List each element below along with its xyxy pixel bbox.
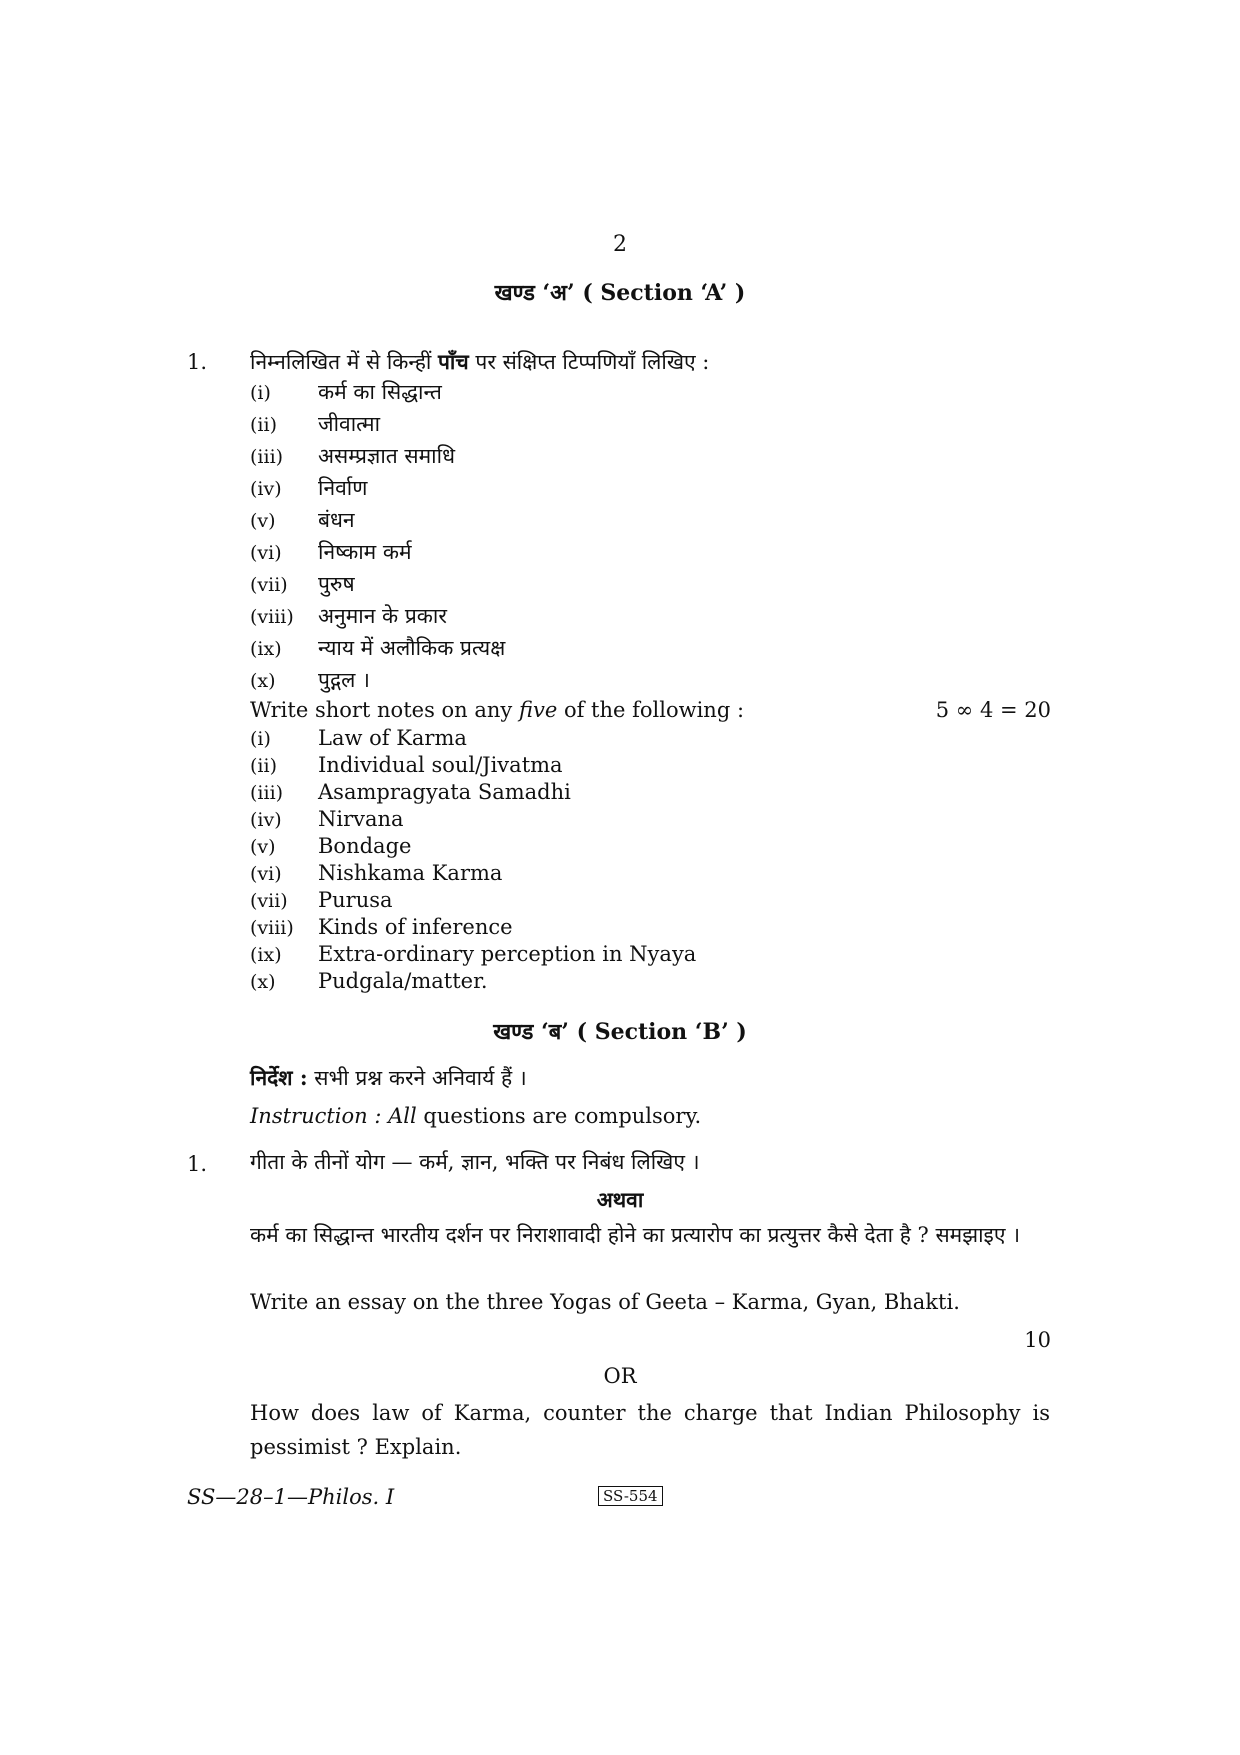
section-a-marks: 5 ∞ 4 = 20 (935, 698, 1051, 722)
section-a-title-hi: खण्ड ‘अ’ (494, 280, 575, 306)
en-item-text: Purusa (318, 888, 393, 912)
hi-item-text: निष्काम कर्म (318, 540, 412, 564)
hi-item-text: पुरुष (318, 572, 355, 596)
hi-item-num: (viii) (250, 606, 294, 628)
question-hi-text: निम्नलिखित में से किन्हीं (250, 350, 432, 374)
en-item-num: (i) (250, 728, 271, 750)
hi-item-num: (x) (250, 670, 276, 692)
en-item-text: Kinds of inference (318, 915, 513, 939)
en-item-num: (vii) (250, 890, 288, 912)
section-b-marks: 10 (1024, 1328, 1051, 1352)
instruction-en (250, 1104, 701, 1128)
en-item-num: (x) (250, 971, 276, 993)
question-en-text: Write short notes on any (250, 698, 513, 722)
instruction-hi-label: निर्देश : (250, 1065, 308, 1090)
hi-item-text: कर्म का सिद्धान्त (318, 380, 442, 404)
instruction-hi-text: सभी प्रश्न करने अनिवार्य हैं । (314, 1066, 527, 1090)
hi-item-text: पुद्गल । (318, 668, 370, 692)
section-b-title-en: ( Section ‘B’ ) (576, 1019, 747, 1045)
en-item-num: (ix) (250, 944, 282, 966)
hi-item-num: (ii) (250, 414, 277, 436)
page-number: 2 (613, 232, 627, 257)
hi-item-text: न्याय में अलौकिक प्रत्यक्ष (318, 636, 506, 660)
en-item-num: (v) (250, 836, 276, 858)
en-item-text: Bondage (318, 834, 412, 858)
en-item-num: (vi) (250, 863, 282, 885)
paper-code-box: SS-554 (598, 1486, 663, 1506)
en-item-num: (ii) (250, 755, 277, 777)
instruction-hi (250, 1064, 527, 1092)
section-b-question-number: 1. (187, 1152, 208, 1176)
section-b-question-en: Write an essay on the three Yogas of Geeta – Karma, Gyan, Bhakti. (250, 1290, 960, 1314)
hi-item-num: (vii) (250, 574, 288, 596)
question-hi-emphasis: पाँच (438, 349, 469, 374)
section-a-title-en: ( Section ‘A’ ) (582, 280, 746, 306)
question-en-emphasis: five (518, 698, 558, 722)
en-item-text: Law of Karma (318, 726, 467, 750)
section-a-heading (0, 277, 1240, 307)
hi-item-num: (iv) (250, 478, 282, 500)
en-item-text: Individual soul/Jivatma (318, 753, 563, 777)
instruction-en-text: questions are compulsory. (423, 1104, 702, 1128)
section-a-question-en (250, 698, 744, 722)
section-b-heading (0, 1016, 1240, 1046)
section-b-title-hi: खण्ड ‘ब’ (493, 1019, 569, 1045)
section-b-alt-question-hi: कर्म का सिद्धान्त भारतीय दर्शन पर निराशावादी होने का प्रत्यारोप का प्रत्युत्तर कैसे देता है ? समझाइए । (250, 1223, 1021, 1247)
hi-item-num: (ix) (250, 638, 282, 660)
question-en-text-end: of the following : (563, 698, 745, 722)
hi-item-text: जीवात्मा (318, 412, 381, 436)
section-a-question-number: 1. (187, 350, 208, 374)
section-b-alt-question-en: How does law of Karma, counter the charge that Indian Philosophy is pessimist ? Explain. (250, 1401, 1050, 1459)
hi-item-num: (vi) (250, 542, 282, 564)
hi-item-num: (v) (250, 510, 276, 532)
footer-code: SS—28–1—Philos. I (187, 1485, 395, 1509)
hi-item-text: निर्वाण (318, 476, 368, 500)
hi-item-text: बंधन (318, 508, 355, 532)
en-item-text: Nishkama Karma (318, 861, 503, 885)
en-item-num: (viii) (250, 917, 294, 939)
instruction-en-label: Instruction : All (250, 1104, 417, 1128)
hi-item-text: असम्प्रज्ञात समाधि (318, 444, 455, 468)
en-item-text: Asampragyata Samadhi (318, 780, 571, 804)
hi-item-num: (iii) (250, 446, 284, 468)
hi-item-text: अनुमान के प्रकार (318, 604, 447, 628)
hi-item-num: (i) (250, 382, 271, 404)
en-item-text: Nirvana (318, 807, 404, 831)
en-item-num: (iv) (250, 809, 282, 831)
or-en: OR (603, 1364, 637, 1388)
en-item-text: Pudgala/matter. (318, 969, 488, 993)
en-item-text: Extra-ordinary perception in Nyaya (318, 942, 697, 966)
question-hi-text-end: पर संक्षिप्त टिप्पणियाँ लिखिए : (475, 350, 710, 374)
en-item-num: (iii) (250, 782, 284, 804)
or-hi: अथवा (596, 1187, 644, 1212)
section-a-question-hi (250, 348, 709, 376)
section-b-question-hi: गीता के तीनों योग — कर्म, ज्ञान, भक्ति पर निबंध लिखिए । (250, 1150, 700, 1174)
